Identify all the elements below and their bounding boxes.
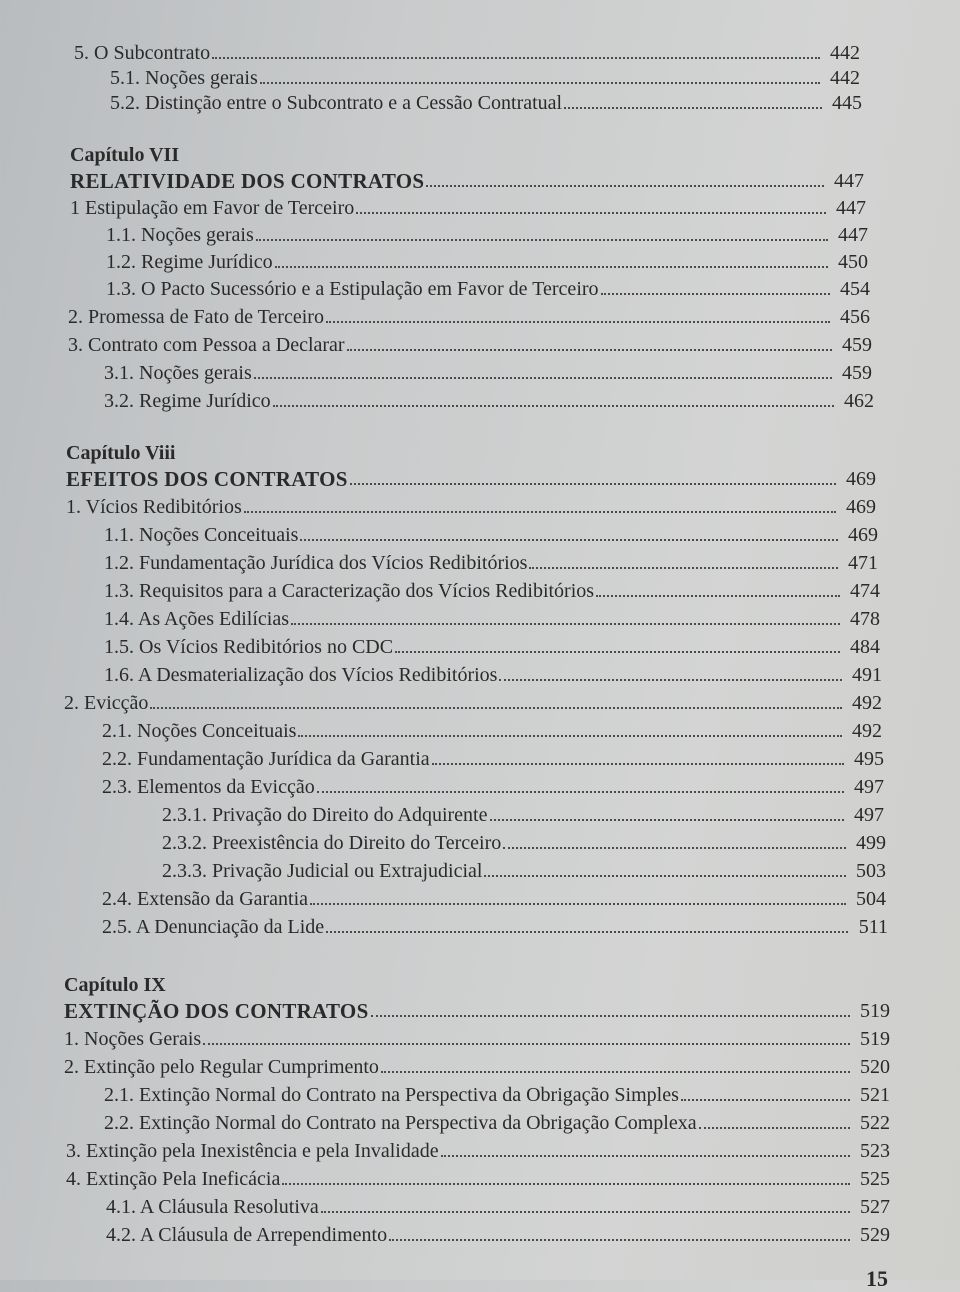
entry-page: 445	[832, 92, 862, 114]
leader-dots	[321, 1211, 850, 1213]
toc-entry	[0, 1164, 960, 1190]
entry-page: 504	[856, 888, 886, 910]
leader-dots	[490, 819, 845, 821]
entry-title: 2. Evicção	[64, 692, 149, 714]
leader-dots	[203, 1043, 850, 1045]
toc-entry	[0, 247, 960, 273]
entry-page: 495	[854, 748, 884, 770]
entry-title: 2.3. Elementos da Evicção	[102, 776, 315, 798]
leader-dots	[681, 1099, 850, 1101]
toc-entry	[0, 1052, 960, 1078]
leader-dots	[275, 266, 828, 268]
entry-page: 447	[836, 197, 866, 219]
entry-title: 2. Extinção pelo Regular Cumprimento	[64, 1056, 379, 1078]
leader-dots	[273, 405, 834, 407]
entry-title: 4.2. A Cláusula de Arrependimento	[106, 1224, 388, 1246]
entry-page: 519	[860, 1028, 890, 1050]
entry-page: 450	[838, 251, 868, 273]
leader-dots	[503, 847, 846, 849]
entry-page: 484	[850, 636, 880, 658]
entry-title: 1.1. Noções Conceituais	[104, 524, 299, 546]
entry-page: 454	[840, 278, 870, 300]
leader-dots	[347, 349, 832, 351]
leader-dots	[529, 567, 838, 569]
toc-entry	[0, 63, 960, 89]
leader-dots	[256, 239, 828, 241]
leader-dots	[389, 1239, 850, 1241]
entry-page: 447	[834, 170, 864, 192]
toc-entry	[0, 744, 960, 770]
entry-page: 469	[846, 496, 876, 518]
entry-page: 442	[830, 67, 860, 89]
toc-entry	[0, 520, 960, 546]
toc-entry	[0, 632, 960, 658]
entry-page: 447	[838, 224, 868, 246]
toc-entry	[0, 302, 960, 328]
entry-page: 529	[860, 1224, 890, 1246]
leader-dots	[150, 707, 842, 709]
entry-title: 3. Extinção pela Inexistência e pela Invalidade	[66, 1140, 439, 1162]
entry-page: 462	[844, 390, 874, 412]
entry-title: 5.2. Distinção entre o Subcontrato e a Cessão Contratual	[110, 92, 563, 114]
leader-dots	[326, 321, 830, 323]
entry-title: 2.5. A Denunciação da Lide	[102, 916, 325, 938]
entry-page: 492	[852, 720, 882, 742]
entry-title: 5.1. Noções gerais	[110, 67, 258, 89]
toc-entry	[0, 548, 960, 574]
toc-entry	[0, 193, 960, 219]
chapter-label: Capítulo IX	[64, 974, 166, 996]
toc-entry	[0, 1220, 960, 1246]
entry-page: 527	[860, 1196, 890, 1218]
entry-title: 1.2. Fundamentação Jurídica dos Vícios Redibitórios	[104, 552, 528, 574]
entry-title: 1.5. Os Vícios Redibitórios no CDC	[104, 636, 394, 658]
entry-title: 1.4. As Ações Edilícias	[104, 608, 289, 630]
entry-title: 2.3.2. Preexistência do Direito do Terceiro	[162, 832, 502, 854]
leader-dots	[699, 1127, 850, 1129]
leader-dots	[432, 763, 844, 765]
leader-dots	[282, 1183, 850, 1185]
leader-dots	[254, 377, 832, 379]
entry-title: 2.3.1. Privação do Direito do Adquirente	[162, 804, 488, 826]
entry-title: 4.1. A Cláusula Resolutiva	[106, 1196, 319, 1218]
leader-dots	[426, 185, 824, 187]
leader-dots	[298, 735, 842, 737]
toc-entry	[0, 688, 960, 714]
entry-page: 456	[840, 306, 870, 328]
leader-dots	[310, 903, 846, 905]
entry-page: 519	[860, 1000, 890, 1022]
leader-dots	[441, 1155, 850, 1157]
entry-page: 442	[830, 42, 860, 64]
leader-dots	[212, 57, 820, 59]
entry-title: 1.6. A Desmaterialização dos Vícios Redibitórios	[104, 664, 498, 686]
toc-entry	[0, 88, 960, 114]
toc-entry	[0, 386, 960, 412]
chapter-title: EFEITOS DOS CONTRATOS	[66, 467, 348, 491]
chapter-title-entry	[0, 996, 960, 1022]
toc-entry	[0, 884, 960, 910]
entry-page: 491	[852, 664, 882, 686]
leader-dots	[381, 1071, 850, 1073]
leader-dots	[244, 511, 836, 513]
leader-dots	[350, 483, 836, 485]
entry-page: 469	[848, 524, 878, 546]
entry-page: 478	[850, 608, 880, 630]
entry-title: 3.1. Noções gerais	[104, 362, 252, 384]
entry-title: 1. Noções Gerais	[64, 1028, 202, 1050]
entry-page: 459	[842, 362, 872, 384]
entry-title: 1. Vícios Redibitórios	[66, 496, 242, 518]
leader-dots	[317, 791, 844, 793]
toc-entry	[0, 358, 960, 384]
chapter-title: RELATIVIDADE DOS CONTRATOS	[70, 169, 425, 193]
chapter-title: EXTINÇÃO DOS CONTRATOS	[64, 999, 369, 1023]
leader-dots	[499, 679, 842, 681]
entry-page: 492	[852, 692, 882, 714]
chapter-label: Capítulo Viii	[66, 442, 176, 464]
entry-page: 525	[860, 1168, 890, 1190]
toc-entry	[0, 660, 960, 686]
toc-entry	[0, 1080, 960, 1106]
entry-title: 1.3. O Pacto Sucessório e a Estipulação em Favor de Terceiro	[106, 278, 599, 300]
entry-page: 471	[848, 552, 878, 574]
entry-page: 522	[860, 1112, 890, 1134]
leader-dots	[291, 623, 840, 625]
leader-dots	[596, 595, 840, 597]
entry-page: 520	[860, 1056, 890, 1078]
toc-entry	[0, 800, 960, 826]
toc-entry	[0, 828, 960, 854]
leader-dots	[356, 212, 826, 214]
toc-entry	[0, 1024, 960, 1050]
entry-page: 459	[842, 334, 872, 356]
toc-entry	[0, 604, 960, 630]
entry-title: 1.1. Noções gerais	[106, 224, 254, 246]
toc-entry	[0, 856, 960, 882]
entry-page: 511	[858, 916, 888, 938]
entry-title: 4. Extinção Pela Ineficácia	[66, 1168, 281, 1190]
entry-title: 3.2. Regime Jurídico	[104, 390, 271, 412]
chapter-label: Capítulo VII	[70, 144, 180, 166]
toc-entry	[0, 330, 960, 356]
toc-entry	[0, 274, 960, 300]
entry-page: 523	[860, 1140, 890, 1162]
entry-page: 497	[854, 776, 884, 798]
entry-title: 1.2. Regime Jurídico	[106, 251, 273, 273]
entry-title: 2.1. Noções Conceituais	[102, 720, 297, 742]
toc-entry	[0, 1108, 960, 1134]
entry-page: 497	[854, 804, 884, 826]
leader-dots	[601, 293, 830, 295]
leader-dots	[371, 1015, 850, 1017]
entry-title: 3. Contrato com Pessoa a Declarar	[68, 334, 345, 356]
entry-title: 1.3. Requisitos para a Caracterização dos Vícios Redibitórios	[104, 580, 595, 602]
entry-title: 1 Estipulação em Favor de Terceiro	[70, 197, 355, 219]
chapter-title-entry	[0, 464, 960, 490]
chapter-title-entry	[0, 166, 960, 192]
toc-entry	[0, 492, 960, 518]
entry-title: 2.2. Extinção Normal do Contrato na Perspectiva da Obrigação Complexa	[104, 1112, 697, 1134]
leader-dots	[564, 107, 822, 109]
entry-page: 469	[846, 468, 876, 490]
entry-title: 2. Promessa de Fato de Terceiro	[68, 306, 324, 328]
entry-title: 5. O Subcontrato	[74, 42, 211, 64]
toc-entry	[0, 912, 960, 938]
leader-dots	[326, 931, 848, 933]
entry-page: 499	[856, 832, 886, 854]
toc-entry	[0, 772, 960, 798]
toc-entry	[0, 220, 960, 246]
entry-page: 521	[860, 1084, 890, 1106]
entry-title: 2.1. Extinção Normal do Contrato na Perspectiva da Obrigação Simples	[104, 1084, 679, 1106]
entry-title: 2.2. Fundamentação Jurídica da Garantia	[102, 748, 430, 770]
toc-entry	[0, 716, 960, 742]
toc-entry	[0, 576, 960, 602]
leader-dots	[260, 82, 820, 84]
leader-dots	[484, 875, 846, 877]
page-number: 15	[866, 1266, 888, 1291]
toc-entry	[0, 1136, 960, 1162]
entry-title: 2.3.3. Privação Judicial ou Extrajudicial	[162, 860, 483, 882]
leader-dots	[395, 651, 840, 653]
leader-dots	[300, 539, 838, 541]
toc-entry	[0, 1192, 960, 1218]
toc-entry	[0, 38, 960, 64]
entry-page: 474	[850, 580, 880, 602]
entry-title: 2.4. Extensão da Garantia	[102, 888, 309, 910]
entry-page: 503	[856, 860, 886, 882]
